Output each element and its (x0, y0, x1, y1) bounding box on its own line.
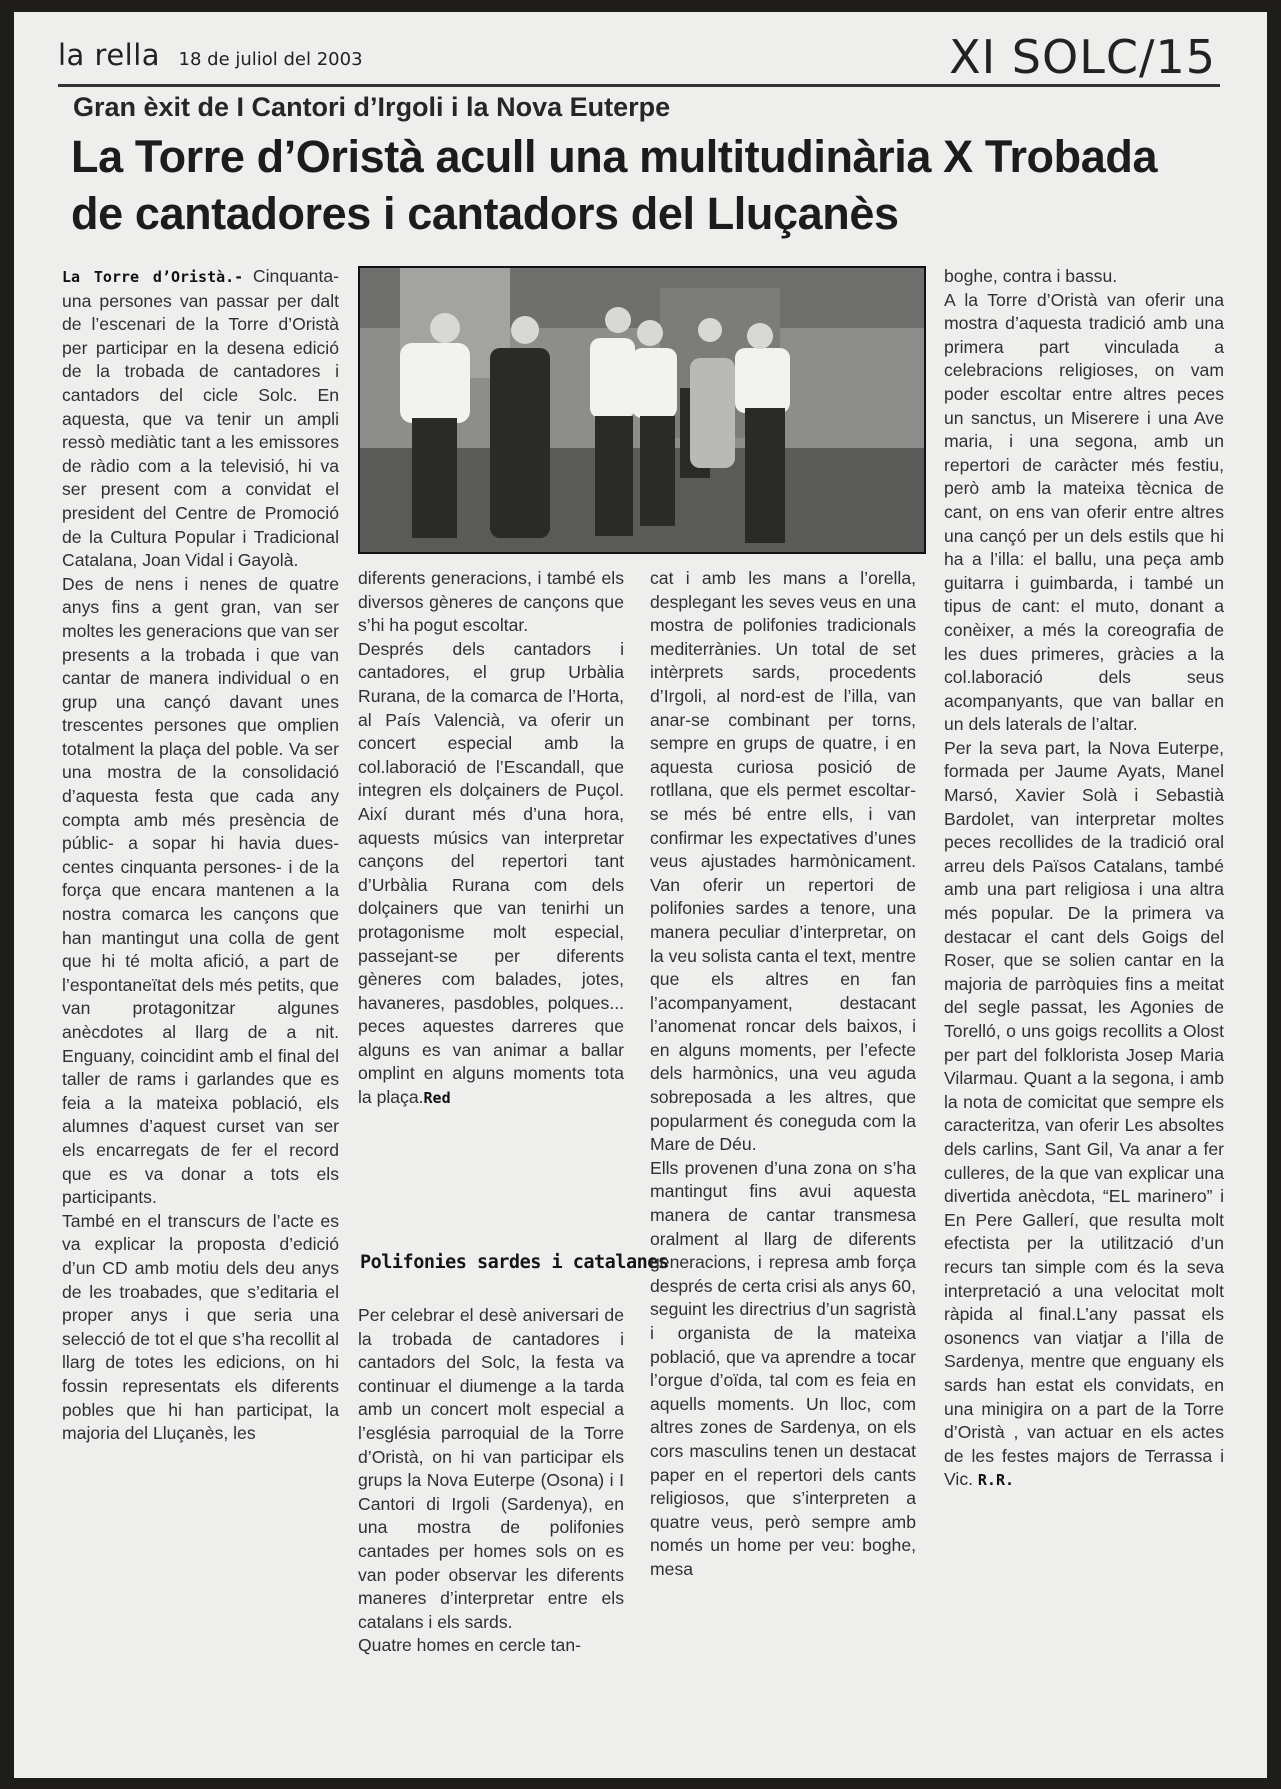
paper-name: la rella (58, 38, 161, 72)
dateline: La Torre d’Oristà.- (62, 268, 244, 286)
article-column-3 (650, 567, 916, 1582)
article-column-2 (358, 567, 624, 1111)
section-subhead: Polifonies sardes i catalanes (360, 1252, 669, 1273)
col3-p2: Ells provenen d’una zona on s’ha mantingut fins avui aquesta manera de cantar transmesa oralment al llarg de diferents generacions, i represa amb força després de certa crisi als anys 60, seguint les directrius d’un sagristà i organista de la mateixa població, que va aprendre a tocar l’orgue d’oïda, tal com es feia en aquells moments. Un lloc, com altres zones de Sardenya, on els cors masculins tenen un destacat paper en el repertori dels cants religiosos, que s’interpreten a quatre veus, però sempre amb només un home per veu: boghe, mesa (650, 1157, 916, 1579)
col2-p2-text: Després dels cantadors i cantadores, el grup Urbàlia Rurana, de la comarca de l’Horta, al País Valencià, va oferir un concert especial amb la col.laboració de l’Escandall, que integren els dolçainers de Puçol. Així durant més d’una hora, aquests músics van interpretar cançons del repertori tant d’Urbàlia Rurana com dels dolçainers que van tenirhi un protagonisme molt especial, passejant-se per diferents gèneres com balades, jotes, havaneres, pasdobles, polques... peces aquestes darreres que alguns es van animar a ballar omplint en alguns moments tota la plaça. (358, 638, 624, 1108)
photo-illustration (360, 268, 924, 552)
lead-paragraph (62, 265, 339, 573)
article-column-4 (944, 265, 1224, 1493)
col1-p3: També en el transcurs de l’acte es va explicar la proposta d’edició d’un CD amb motiu dels deu anys de les troabades, que s’editaria el proper anys i que seria una selecció de tot el que s’ha recollit al llarg de totes les edicions, on hi fossin representats els diferents pobles que hi han participat, la majoria del Lluçanès, les (62, 1210, 339, 1444)
masthead-left (58, 38, 363, 72)
col2b-p1: Per celebrar el desè aniversari de la trobada de cantadores i cantadors del Solc, la festa va continuar el diumenge a la tarda amb un concert molt especial a l’església parroquial de la Torre d’Oristà, on hi van participar els grups la Nova Euterpe (Osona) i I Cantori di Irgoli (Sardenya), en una mostra de polifonies cantades per homes sols on es van poder observar les diferents maneres d’interpretar entre els catalans i els sards. (358, 1305, 624, 1632)
section-title: XI SOLC/15 (949, 30, 1216, 84)
col1-p1: Cinquanta-una persones van passar per dalt de l’escenari de la Torre d’Oristà per participar en la desena edició de la trobada de cantadores i cantadors del cicle Solc. En aquesta, que va tenir un ampli ressò mediàtic tant a les emissores de ràdio com a la televisió, hi va ser present com a convidat el president del Centre de Promoció de la Cultura Popular i Tradicional Catalana, Joan Vidal i Gayolà. (62, 266, 339, 571)
issue-date: 18 de juliol del 2003 (178, 49, 363, 70)
signature-rr: R.R. (977, 1471, 1015, 1490)
article-kicker: Gran èxit de I Cantori d’Irgoli i la Nova Euterpe (73, 92, 671, 122)
masthead (58, 26, 1220, 87)
col4-p1: boghe, contra i bassu. (944, 266, 1118, 286)
col2b-p2: Quatre homes en cercle tan- (358, 1635, 581, 1656)
col4-p2: A la Torre d’Oristà van oferir una mostra d’aquesta tradició amb una primera part vinculada a celebracions religioses, on vam poder escoltar entre altres peces un sanctus, un Miserere i una Ave maria, i una segona, amb un repertori de caràcter més festiu, però amb la mateixa tècnica de cant, on ens van oferir entre altres una cançó per un dels estils que hi ha a l’illa: el ballu, una peça amb guitarra i guimbarda, i també un tipus de cant: el muto, donant a conèixer, a més la coreografia de les dues primeres, gràcies a la col.laboració dels seus acompanyants, que van ballar en un dels laterals de l’altar. (944, 289, 1224, 735)
article-column-1 (62, 265, 339, 1446)
newspaper-page (14, 12, 1267, 1778)
col1-p2: Des de nens i nenes de quatre anys fins a gent gran, van ser moltes les generacions que van ser presents a la trobada i que van cantar de manera individual o en grup una cançó davant unes trescentes persones que omplien totalment la plaça del poble. Va ser una mostra de la consolidació d’aquesta festa que cada any compta amb més presència de públic- a sopar hi havia dues-centes cinquanta persones- i de la força que encara mantenen a la nostra comarca les cançons que han mantingut una colla de gent que hi té molta afició, a part de l’espontaneïtat dels més petits, que van protagonitzar algunes anècdotes al llarg de a nit. Enguany, coincidint amb el final del taller de rams i garlandes que es feia a la mateixa població, els alumnes d’aquest curset van ser els encarregats de fer el record que es va donar a tots els participants. (62, 573, 339, 1208)
col4-p3 (944, 737, 1224, 1493)
article-headline: La Torre d’Oristà acull una multitudinària X Trobada de cantadores i cantadors del Lluçanès (71, 131, 1158, 239)
col2-p1: diferents generacions, i també els diversos gèneres de cançons que s’hi ha pogut escoltar. (358, 568, 624, 636)
col3-p1: cat i amb les mans a l’orella, desplegant les seves veus en una mostra de polifonies tradicionals mediterrànies. Un total de set intèrprets sards, procedents d’Irgoli, al nord-est de l’illa, van anar-se combinant per torns, sempre en grups de quatre, i en aquesta curiosa posició de rotllana, que els permet escoltar-se més bé entre ells, i van confirmar les expectatives d’unes veus ajustades harmònicament. Van oferir un repertori de polifonies sardes a tenore, una manera peculiar d’interpretar, on la veu solista canta el text, mentre que els altres en fan l’acompanyament, destacant l’anomenat roncar dels baixos, i en alguns moments, per l’efecte dels harmònics, una veu aguda sobreposada a les altres, que popularment és coneguda com la Mare de Déu. (650, 568, 916, 1155)
signature-red: Red (423, 1089, 451, 1108)
col4-p3-text: Per la seva part, la Nova Euterpe, formada per Jaume Ayats, Manel Marsó, Xavier Solà i Sebastià Bardolet, van interpretar moltes peces recollides de la tradició oral arreu dels Països Catalans, també amb una part religiosa i una altra més popular. De la primera va destacar el cant dels Goigs del Roser, que se solien cantar en la majoria de parròquies fins a meitat del segle passat, les Agonies de Torelló, o uns goigs recollits a Olost per part del folklorista Josep Maria Vilarmau. Quant a la segona, i amb la nota de comicitat que sempre els caracteritza, van oferir Les absoltes dels carlins, Sant Gil, Va anar a fer culleres, de la que van explicar una divertida anècdota, “EL marinero” i En Pere Gallerí, que resulta molt efectista per la utilització d’un recurs tan simple com és la seva interpretació a una velocitat molt ràpida al final.L’any passat els osonencs van viatjar a l’illa de Sardenya, mentre que enguany els sards han estat els convidats, en una minigira on a part de la Torre d’Oristà , van actuar en els actes de les festes majors de Terrassa i Vic. (944, 737, 1224, 1490)
col2-p2 (358, 638, 624, 1111)
photo-dancers-image (358, 266, 926, 554)
article-column-2-lower (358, 1304, 624, 1658)
